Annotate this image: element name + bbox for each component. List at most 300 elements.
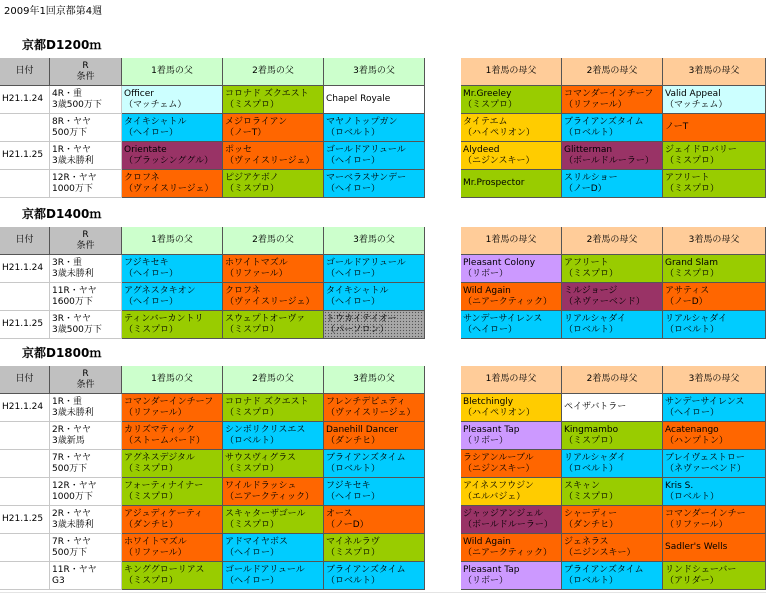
- header-sire1-label: 1着馬の父: [151, 235, 193, 245]
- dam-sire-line: （ニジンスキー）: [463, 463, 535, 474]
- sire-name: マーベラスサンデー: [326, 172, 407, 183]
- sire-cell-1: [122, 114, 223, 142]
- header-date: [0, 58, 50, 86]
- dam-sire-name: Wild Again: [463, 285, 511, 296]
- header-race-line1: R: [82, 368, 89, 379]
- sire-cell-1: [122, 311, 223, 339]
- dam-sire-name: スキャン: [564, 480, 601, 491]
- dam-sire-cell-1: [461, 534, 562, 562]
- race-condition: 500万下: [52, 547, 88, 558]
- dam-sire-cell-1: [461, 506, 562, 534]
- sire-line: （ミスプロ）: [225, 519, 280, 530]
- dam-sire-name: Acatenango: [665, 424, 719, 435]
- sire-cell-1: [122, 506, 223, 534]
- sire-line: （ヘイロー）: [326, 491, 381, 502]
- gridline: [0, 4, 766, 5]
- race-date: H21.1.24: [2, 402, 44, 412]
- dam-sire-cell-3: [663, 450, 766, 478]
- header-dam-sire2: [562, 366, 663, 394]
- sire-line: （ヘイロー）: [326, 268, 381, 279]
- dam-sire-line: （リボー）: [463, 575, 509, 586]
- header-dam-sire3-label: 3着馬の母父: [688, 374, 740, 384]
- sire-line: （ヴァイスリージェ）: [225, 296, 315, 307]
- dam-sire-name: アフリート: [564, 257, 609, 268]
- sire-cell-1: [122, 86, 223, 114]
- header-date-label: 日付: [15, 235, 34, 245]
- dam-sire-name: Alydeed: [463, 144, 500, 155]
- race-date: H21.1.24: [2, 263, 44, 273]
- sire-cell-2: [223, 311, 324, 339]
- dam-sire-line: （ヘイロー）: [665, 407, 720, 418]
- header-dam-sire1: [461, 366, 562, 394]
- sire-cell-1: [122, 394, 223, 422]
- dam-sire-line: （リボー）: [463, 268, 509, 279]
- sire-cell-2: [223, 142, 324, 170]
- sire-name: サウスヴィグラス: [225, 452, 296, 463]
- date-cell: [0, 422, 50, 450]
- sire-name: フォーティナイナー: [124, 480, 204, 491]
- sire-cell-3: [324, 562, 425, 590]
- sire-line: （ミスプロ）: [225, 463, 280, 474]
- dam-sire-name: ミルジョージ: [564, 285, 618, 296]
- dam-sire-name: Grand Slam: [665, 257, 718, 268]
- dam-sire-name: Kingmambo: [564, 424, 619, 435]
- sire-line: （ヘイロー）: [326, 296, 381, 307]
- dam-sire-line: （ロベルト）: [564, 463, 619, 474]
- dam-sire-cell-2: [562, 506, 663, 534]
- sire-line: （ヘイロー）: [124, 127, 179, 138]
- gridline: [0, 32, 766, 33]
- sire-name: フジキセキ: [326, 480, 371, 491]
- sire-line: （ミスプロ）: [225, 407, 280, 418]
- dam-sire-name: リアルシャダイ: [564, 313, 627, 324]
- race-cell: [50, 478, 122, 506]
- date-cell: [0, 394, 50, 422]
- dam-sire-cell-2: [562, 422, 663, 450]
- dam-sire-cell-3: [663, 534, 766, 562]
- header-sire2: [223, 227, 324, 255]
- dam-sire-cell-2: [562, 142, 663, 170]
- dam-sire-cell-1: [461, 142, 562, 170]
- dam-sire-name: ブレイヴェストロー: [665, 452, 745, 463]
- dam-sire-cell-3: [663, 562, 766, 590]
- dam-sire-name: ブライアンズタイム: [564, 564, 644, 575]
- header-race: [50, 58, 122, 86]
- section-title: 京都D1400ｍ: [22, 207, 102, 221]
- dam-sire-name: スリルショー: [564, 172, 618, 183]
- race-cell: [50, 170, 122, 198]
- sire-cell-1: [122, 283, 223, 311]
- dam-sire-cell-1: [461, 86, 562, 114]
- dam-sire-name: Valid Appeal: [665, 88, 721, 99]
- header-date-label: 日付: [15, 374, 34, 384]
- race-number: 4R・重: [52, 88, 82, 99]
- header-dam-sire3-label: 3着馬の母父: [688, 66, 740, 76]
- header-dam-sire1: [461, 227, 562, 255]
- sire-cell-2: [223, 86, 324, 114]
- dam-sire-cell-1: [461, 394, 562, 422]
- sire-name: Orientate: [124, 144, 167, 155]
- dam-sire-name: リアルシャダイ: [564, 452, 627, 463]
- dam-sire-name: アフリート: [665, 172, 710, 183]
- sire-name: ゴールドアリュール: [326, 257, 406, 268]
- race-cell: [50, 422, 122, 450]
- dam-sire-cell-2: [562, 170, 663, 198]
- race-condition: 3歳未勝利: [52, 519, 94, 530]
- header-sire3: [324, 58, 425, 86]
- dam-sire-cell-1: [461, 422, 562, 450]
- race-cell: [50, 255, 122, 283]
- dam-sire-name: Bletchingly: [463, 396, 514, 407]
- sire-cell-2: [223, 506, 324, 534]
- race-date: H21.1.25: [2, 514, 44, 524]
- dam-sire-name: リンドシェーバー: [665, 564, 737, 575]
- race-cell: [50, 114, 122, 142]
- header-sire3-label: 3着馬の父: [353, 66, 395, 76]
- header-dam-sire2-label: 2着馬の母父: [586, 374, 638, 384]
- dam-sire-line: （ハンプトン）: [665, 435, 729, 446]
- dam-sire-name: Pleasant Tap: [463, 564, 520, 575]
- race-number: 7R・ヤヤ: [52, 452, 91, 463]
- dam-sire-line: （ネヴァーベンド）: [564, 296, 645, 307]
- sire-name: ティンバーカントリ: [124, 313, 204, 324]
- dam-sire-name: リアルシャダイ: [665, 313, 728, 324]
- dam-sire-cell-3: [663, 114, 766, 142]
- dam-sire-name: サンデーサイレンス: [463, 313, 543, 324]
- sire-line: （ロベルト）: [326, 127, 381, 138]
- header-sire1: [122, 58, 223, 86]
- sire-line: （ミスプロ）: [225, 183, 280, 194]
- race-number: 1R・重: [52, 396, 82, 407]
- header-sire2: [223, 58, 324, 86]
- dam-sire-name: ジェネラス: [564, 536, 609, 547]
- date-cell: [0, 534, 50, 562]
- dam-sire-name: Pleasant Tap: [463, 424, 520, 435]
- dam-sire-cell-1: [461, 255, 562, 283]
- sire-cell-1: [122, 142, 223, 170]
- dam-sire-cell-1: [461, 311, 562, 339]
- race-condition: G3: [52, 575, 65, 586]
- header-race-line2: 条件: [76, 379, 95, 390]
- dam-sire-name: シャーディー: [564, 508, 618, 519]
- date-cell: [0, 255, 50, 283]
- sire-name: アグネスタキオン: [124, 285, 196, 296]
- race-cell: [50, 450, 122, 478]
- header-dam-sire2-label: 2着馬の母父: [586, 235, 638, 245]
- header-sire3: [324, 366, 425, 394]
- header-sire2-label: 2着馬の父: [252, 66, 294, 76]
- dam-sire-name: Glitterman: [564, 144, 613, 155]
- dam-sire-name: コマンダーインチー: [665, 508, 746, 519]
- sire-cell-2: [223, 562, 324, 590]
- header-date-label: 日付: [15, 66, 34, 76]
- sire-name: マヤノトップガン: [326, 116, 398, 127]
- sire-line: （ヘイロー）: [225, 547, 280, 558]
- race-cell: [50, 86, 122, 114]
- sire-cell-1: [122, 534, 223, 562]
- dam-sire-cell-2: [562, 478, 663, 506]
- dam-sire-name: アサティス: [665, 285, 710, 296]
- dam-sire-line: （ノーD）: [665, 296, 708, 307]
- sire-name: クロフネ: [124, 172, 160, 183]
- gridline: [0, 200, 766, 201]
- section-title: 京都D1800ｍ: [22, 346, 102, 360]
- sire-name: フジキセキ: [124, 257, 169, 268]
- header-sire3-label: 3着馬の父: [353, 235, 395, 245]
- sire-line: （パーソロン）: [326, 324, 389, 335]
- sire-name: ブライアンズタイム: [326, 452, 406, 463]
- sire-line: （ミスプロ）: [124, 491, 179, 502]
- race-cell: [50, 534, 122, 562]
- dam-sire-name: ペイザバトラー: [564, 402, 627, 412]
- race-number: 3R・重: [52, 257, 82, 268]
- dam-sire-line: （ミスプロ）: [665, 268, 720, 279]
- sire-cell-3: [324, 450, 425, 478]
- sire-name: カリズマティック: [124, 424, 195, 435]
- sire-cell-2: [223, 170, 324, 198]
- sire-line: （ニアークティック）: [225, 491, 315, 502]
- dam-sire-line: （ニジンスキー）: [564, 547, 636, 558]
- dam-sire-line: （ロベルト）: [564, 324, 619, 335]
- dam-sire-cell-2: [562, 255, 663, 283]
- dam-sire-cell-2: [562, 394, 663, 422]
- sire-name: オース: [326, 508, 353, 519]
- sire-line: （ヴァイスリージェ）: [124, 183, 214, 194]
- sire-line: （リファール）: [124, 407, 187, 418]
- dam-sire-name: Wild Again: [463, 536, 511, 547]
- sire-cell-2: [223, 478, 324, 506]
- sire-line: （ヘイロー）: [326, 155, 381, 166]
- header-dam-sire2-label: 2着馬の母父: [586, 66, 638, 76]
- header-dam-sire1-label: 1着馬の母父: [485, 235, 537, 245]
- dam-sire-line: （ダンチヒ）: [564, 519, 619, 530]
- header-sire1-label: 1着馬の父: [151, 374, 193, 384]
- dam-sire-cell-2: [562, 562, 663, 590]
- dam-sire-line: （ボールドルーラー）: [463, 519, 553, 530]
- sire-name: クロフネ: [225, 285, 261, 296]
- sire-line: （ミスプロ）: [225, 324, 280, 335]
- header-sire2-label: 2着馬の父: [252, 374, 294, 384]
- sire-cell-3: [324, 478, 425, 506]
- race-number: 7R・ヤヤ: [52, 536, 91, 547]
- sire-name: フレンチデピュティ: [326, 396, 406, 407]
- sire-line: （ブラッシンググル）: [124, 155, 214, 166]
- dam-sire-cell-1: [461, 478, 562, 506]
- sire-line: （ヘイロー）: [225, 575, 280, 586]
- sire-name: ゴールドアリュール: [225, 564, 305, 575]
- dam-sire-name: Pleasant Colony: [463, 257, 536, 268]
- dam-sire-cell-2: [562, 534, 663, 562]
- sire-name: キンググローリアス: [124, 564, 205, 575]
- dam-sire-line: （ノーD）: [564, 183, 607, 194]
- dam-sire-name: ジャッジアンジェル: [463, 508, 544, 519]
- race-condition: 500万下: [52, 463, 88, 474]
- dam-sire-cell-1: [461, 114, 562, 142]
- sire-line: （ダンチヒ）: [326, 435, 381, 446]
- dam-sire-name: サンデーサイレンス: [665, 396, 745, 407]
- dam-sire-cell-1: [461, 170, 562, 198]
- header-race-line1: R: [82, 229, 89, 240]
- dam-sire-cell-3: [663, 422, 766, 450]
- sire-name: アグネスデジタル: [124, 452, 195, 463]
- gridline: [458, 0, 459, 589]
- header-race-line2: 条件: [76, 240, 95, 251]
- sire-line: （ストームバード）: [124, 435, 206, 446]
- dam-sire-line: （アリダー）: [665, 575, 719, 586]
- sire-name: ホワイトマズル: [124, 536, 187, 547]
- header-sire1: [122, 227, 223, 255]
- dam-sire-line: （ニアークティック）: [463, 296, 553, 307]
- sire-cell-1: [122, 422, 223, 450]
- dam-sire-line: （ボールドルーラー）: [564, 155, 654, 166]
- race-condition: 500万下: [52, 127, 88, 138]
- race-cell: [50, 311, 122, 339]
- race-condition: 3歳新馬: [52, 435, 85, 446]
- sire-line: （ロベルト）: [326, 575, 381, 586]
- race-condition: 3歳500万下: [52, 99, 102, 110]
- sire-cell-3: [324, 311, 425, 339]
- race-condition: 3歳未勝利: [52, 268, 94, 279]
- sire-line: （リファール）: [225, 268, 288, 279]
- header-race: [50, 366, 122, 394]
- dam-sire-line: （リファール）: [665, 519, 728, 530]
- race-condition: 1000万下: [52, 183, 93, 194]
- header-date: [0, 227, 50, 255]
- dam-sire-cell-3: [663, 283, 766, 311]
- sire-line: （ロベルト）: [225, 435, 280, 446]
- dam-sire-line: （ロベルト）: [665, 324, 720, 335]
- header-dam-sire3: [663, 366, 766, 394]
- date-cell: [0, 283, 50, 311]
- header-dam-sire1-label: 1着馬の母父: [485, 66, 537, 76]
- header-dam-sire3: [663, 227, 766, 255]
- dam-sire-line: （ミスプロ）: [665, 155, 720, 166]
- dam-sire-line: （ミスプロ）: [665, 183, 720, 194]
- dam-sire-cell-2: [562, 450, 663, 478]
- sire-name: スキャターザゴール: [225, 508, 306, 519]
- sire-name: Officer: [124, 88, 154, 99]
- sire-name: マイネルラヴ: [326, 536, 380, 547]
- race-cell: [50, 506, 122, 534]
- sire-cell-2: [223, 422, 324, 450]
- dam-sire-cell-1: [461, 450, 562, 478]
- dam-sire-line: （ハイペリオン）: [463, 407, 535, 418]
- header-date: [0, 366, 50, 394]
- sire-cell-1: [122, 562, 223, 590]
- sire-name: タイキシャトル: [124, 116, 187, 127]
- sire-name: タイキシャトル: [326, 285, 389, 296]
- race-number: 11R・ヤヤ: [52, 564, 97, 575]
- header-sire2-label: 2着馬の父: [252, 235, 294, 245]
- race-condition: 3歳500万下: [52, 324, 102, 335]
- dam-sire-line: （エルバジェ）: [463, 491, 526, 502]
- dam-sire-cell-1: [461, 562, 562, 590]
- sire-name: ポッセ: [225, 144, 253, 155]
- race-condition: 1000万下: [52, 491, 93, 502]
- sire-line: （ノーT）: [225, 127, 267, 138]
- race-number: 2R・ヤヤ: [52, 424, 91, 435]
- race-date: H21.1.25: [2, 150, 44, 160]
- dam-sire-line: （ネヴァーベンド）: [665, 463, 746, 474]
- sire-name: コマンダーインチーフ: [124, 396, 214, 407]
- sire-cell-2: [223, 450, 324, 478]
- dam-sire-name: Sadler's Wells: [665, 542, 728, 552]
- sire-line: （ダンチヒ）: [124, 519, 179, 530]
- sire-cell-3: [324, 114, 425, 142]
- dam-sire-line: （ロベルト）: [665, 491, 720, 502]
- sire-line: （ミスプロ）: [124, 463, 179, 474]
- race-number: 1R・ヤヤ: [52, 144, 91, 155]
- date-cell: [0, 114, 50, 142]
- dam-sire-line: （ミスプロ）: [564, 491, 619, 502]
- sire-cell-2: [223, 534, 324, 562]
- dam-sire-cell-3: [663, 478, 766, 506]
- sire-line: （ヘイロー）: [326, 183, 381, 194]
- dam-sire-name: ブライアンズタイム: [564, 116, 644, 127]
- sire-line: （ヴァイスリージェ）: [326, 407, 416, 418]
- sire-cell-3: [324, 283, 425, 311]
- sire-line: （ミスプロ）: [225, 99, 280, 110]
- sire-cell-3: [324, 534, 425, 562]
- header-sire3: [324, 227, 425, 255]
- dam-sire-line: （ロベルト）: [564, 575, 619, 586]
- dam-sire-name: Mr.Prospector: [463, 178, 525, 188]
- sire-cell-3: [324, 86, 425, 114]
- sire-name: ワイルドラッシュ: [225, 480, 297, 491]
- sire-line: （リファール）: [124, 547, 187, 558]
- dam-sire-name: タイテエム: [463, 116, 508, 127]
- dam-sire-line: （マッチェム）: [665, 99, 728, 110]
- dam-sire-line: （リボー）: [463, 435, 509, 446]
- dam-sire-line: （リファール）: [564, 99, 627, 110]
- race-number: 11R・ヤヤ: [52, 285, 97, 296]
- header-dam-sire3-label: 3着馬の母父: [688, 235, 740, 245]
- sire-cell-1: [122, 450, 223, 478]
- sire-line: （ノーD）: [326, 519, 369, 530]
- dam-sire-name: ジェイドロバリー: [665, 144, 737, 155]
- dam-sire-cell-3: [663, 142, 766, 170]
- sire-line: （マッチェム）: [124, 99, 187, 110]
- sire-name: ブライアンズタイム: [326, 564, 406, 575]
- dam-sire-cell-2: [562, 86, 663, 114]
- sire-cell-3: [324, 142, 425, 170]
- dam-sire-cell-3: [663, 506, 766, 534]
- dam-sire-line: （ヘイロー）: [463, 324, 518, 335]
- sire-cell-3: [324, 422, 425, 450]
- sire-cell-3: [324, 394, 425, 422]
- race-number: 3R・ヤヤ: [52, 313, 91, 324]
- sire-cell-1: [122, 255, 223, 283]
- date-cell: [0, 170, 50, 198]
- header-race: [50, 227, 122, 255]
- dam-sire-cell-3: [663, 86, 766, 114]
- date-cell: [0, 562, 50, 590]
- sire-line: （ロベルト）: [326, 463, 381, 474]
- gridline: [0, 340, 766, 341]
- dam-sire-line: （ニジンスキー）: [463, 155, 535, 166]
- race-number: 12R・ヤヤ: [52, 480, 97, 491]
- section-title: 京都D1200ｍ: [22, 38, 102, 52]
- sire-line: （ミスプロ）: [124, 324, 179, 335]
- sire-name: アドマイヤボス: [225, 536, 288, 547]
- race-cell: [50, 394, 122, 422]
- header-race-line1: R: [82, 60, 89, 71]
- sire-line: （ヘイロー）: [124, 296, 179, 307]
- dam-sire-line: （ロベルト）: [564, 127, 619, 138]
- race-cell: [50, 142, 122, 170]
- race-cell: [50, 562, 122, 590]
- sire-cell-1: [122, 170, 223, 198]
